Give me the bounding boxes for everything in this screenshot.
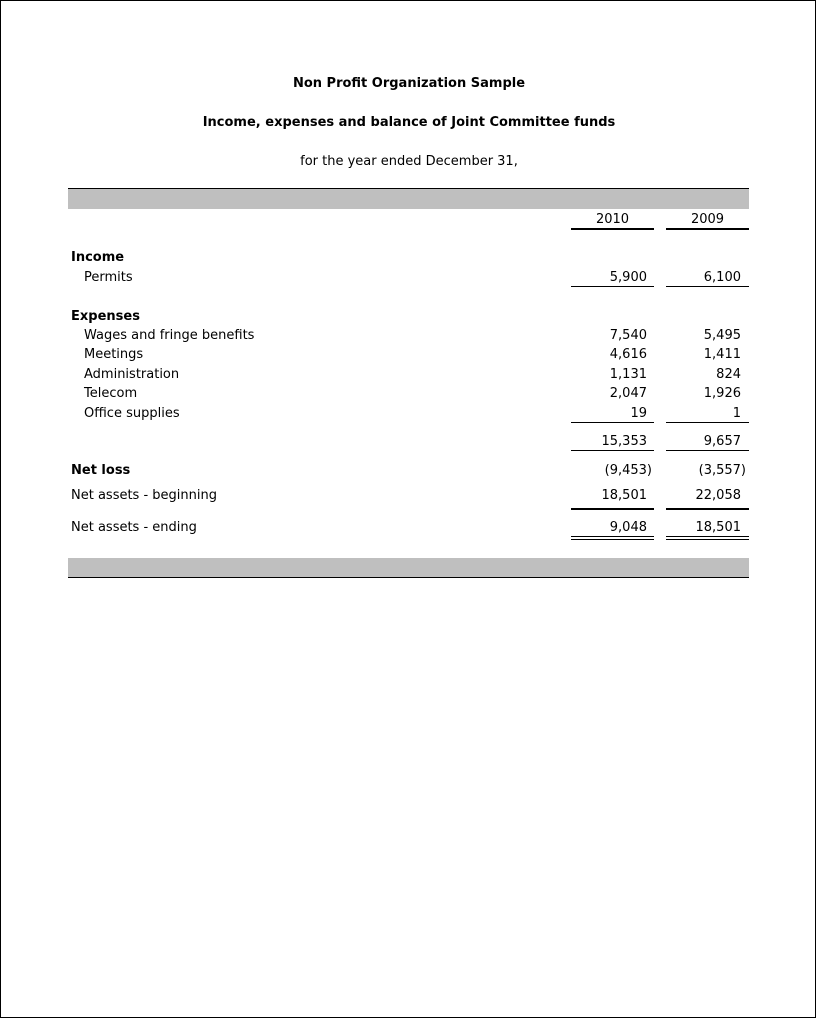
net-assets-beginning-2010: 18,501 xyxy=(601,488,647,503)
expense-office-supplies-label: Office supplies xyxy=(84,406,180,421)
income-permits-2009: 6,100 xyxy=(703,270,741,285)
expense-telecom-2009: 1,926 xyxy=(703,386,741,401)
expenses-total-rule-2010 xyxy=(571,450,654,451)
net-loss-2010: (9,453) xyxy=(604,463,652,478)
net-assets-beginning-2009: 22,058 xyxy=(695,488,741,503)
expenses-total-rule-2009 xyxy=(666,450,749,451)
expenses-subtotal-rule-2010 xyxy=(571,422,654,423)
report-period: for the year ended December 31, xyxy=(300,154,518,169)
income-permits-2010: 5,900 xyxy=(609,270,647,285)
income-rule-2009 xyxy=(666,286,749,287)
expense-administration-2010: 1,131 xyxy=(609,367,647,382)
net-assets-ending-label: Net assets - ending xyxy=(71,520,197,535)
expense-administration-2009: 824 xyxy=(716,367,741,382)
expense-wages-2009: 5,495 xyxy=(703,328,741,343)
column-header-2009: 2009 xyxy=(690,212,725,227)
expenses-total-2010: 15,353 xyxy=(601,434,647,449)
column-header-2010: 2010 xyxy=(595,212,630,227)
expenses-total-2009: 9,657 xyxy=(703,434,741,449)
expense-meetings-2009: 1,411 xyxy=(703,347,741,362)
income-permits-label: Permits xyxy=(84,270,133,285)
net-assets-ending-2009: 18,501 xyxy=(695,520,741,535)
expense-wages-label: Wages and fringe benefits xyxy=(84,328,255,343)
column-header-rule-2010 xyxy=(571,228,654,230)
net-assets-ending-double-rule-bottom-2010 xyxy=(571,539,654,540)
expenses-heading: Expenses xyxy=(71,309,140,324)
top-band xyxy=(68,189,749,209)
net-assets-ending-2010: 9,048 xyxy=(609,520,647,535)
income-heading: Income xyxy=(71,250,125,265)
expense-meetings-2010: 4,616 xyxy=(609,347,647,362)
report-title: Non Profit Organization Sample xyxy=(292,76,526,91)
column-header-rule-2009 xyxy=(666,228,749,230)
expenses-subtotal-rule-2009 xyxy=(666,422,749,423)
expense-office-supplies-2009: 1 xyxy=(732,406,741,421)
net-assets-beginning-rule-2009 xyxy=(666,508,749,510)
income-rule-2010 xyxy=(571,286,654,287)
report-subtitle: Income, expenses and balance of Joint Committee funds xyxy=(202,115,616,130)
net-assets-ending-double-rule-top-2009 xyxy=(666,536,749,537)
net-loss-2009: (3,557) xyxy=(698,463,746,478)
expense-office-supplies-2010: 19 xyxy=(630,406,647,421)
bottom-band xyxy=(68,558,749,577)
expense-administration-label: Administration xyxy=(84,367,180,382)
expense-wages-2010: 7,540 xyxy=(609,328,647,343)
net-assets-beginning-rule-2010 xyxy=(571,508,654,510)
expense-telecom-label: Telecom xyxy=(84,386,138,401)
net-assets-ending-double-rule-bottom-2009 xyxy=(666,539,749,540)
bottom-band-rule xyxy=(68,577,749,578)
net-assets-beginning-label: Net assets - beginning xyxy=(71,488,217,503)
expense-meetings-label: Meetings xyxy=(84,347,144,362)
expense-telecom-2010: 2,047 xyxy=(609,386,647,401)
net-loss-label: Net loss xyxy=(71,463,131,478)
net-assets-ending-double-rule-top-2010 xyxy=(571,536,654,537)
